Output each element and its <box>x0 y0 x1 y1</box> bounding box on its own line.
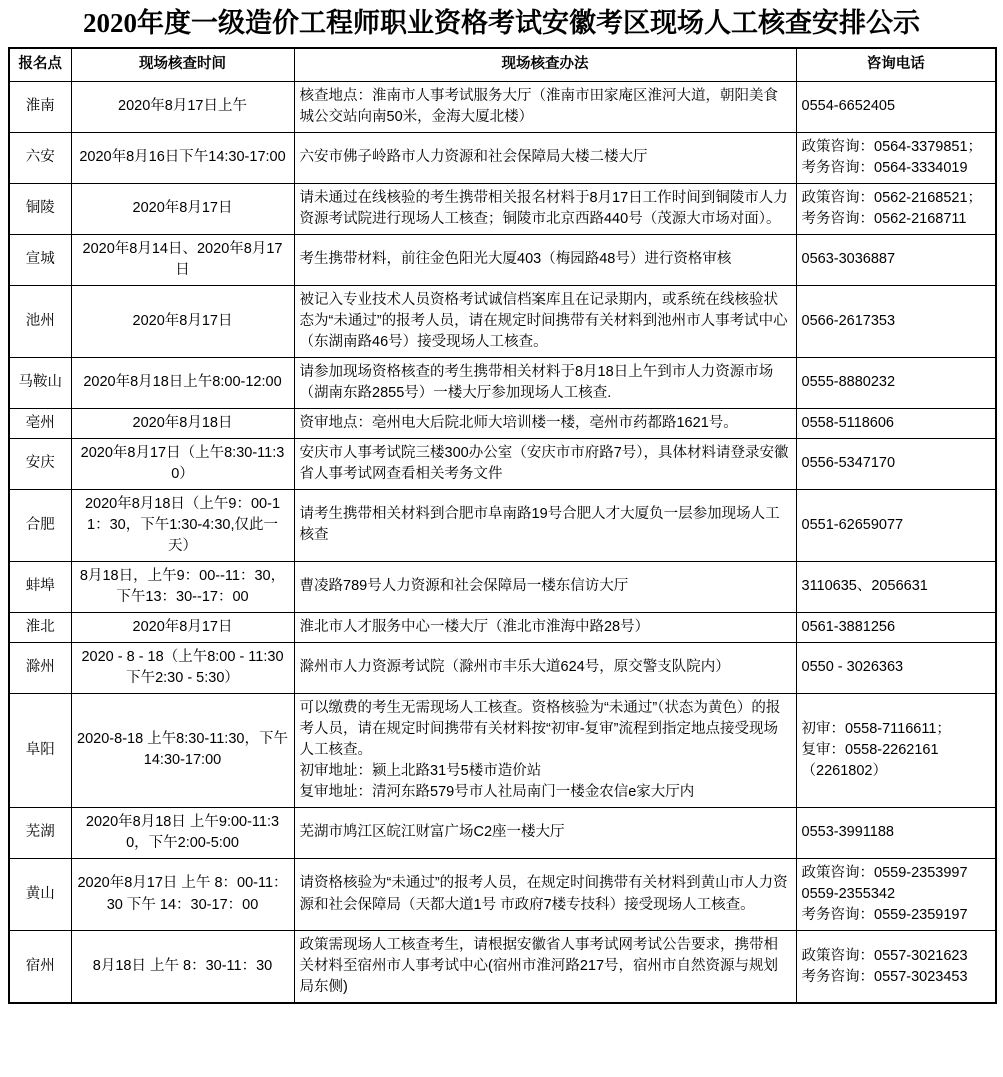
method-line: 资审地点：亳州电大后院北师大培训楼一楼，亳州市药都路1621号。 <box>299 414 738 431</box>
cell-method <box>294 357 796 408</box>
method-line: 请参加现场资格核查的考生携带相关材料于8月18日上午到市人力资源市场（湖南东路2855号）一楼大厅参加现场人工核查. <box>299 363 774 401</box>
method-line: 曹凌路789号人力资源和社会保障局一楼东信访大厅 <box>299 578 629 595</box>
table-row <box>9 357 996 408</box>
cell-method <box>294 612 796 642</box>
cell-phone <box>796 234 996 285</box>
cell-phone <box>796 858 996 930</box>
cell-phone <box>796 807 996 858</box>
table-row <box>9 642 996 693</box>
table-row <box>9 693 996 807</box>
column-header-phone: 咨询电话 <box>796 48 996 81</box>
phone-line: 政策咨询：0562-2168521； <box>801 189 983 206</box>
cell-time: 2020年8月17日（上午8:30-11:30） <box>71 438 294 489</box>
table-row <box>9 612 996 642</box>
method-line: 复审地址：清河东路579号市人社局南门一楼金农信e家大厅内 <box>299 783 695 800</box>
cell-site: 阜阳 <box>9 693 71 807</box>
cell-site: 淮北 <box>9 612 71 642</box>
phone-line: 0563-3036887 <box>801 251 896 268</box>
method-line: 被记入专业技术人员资格考试诚信档案库且在记录期内，或系统在线核验状态为“未通过”的报考人员，请在规定时间携带有关材料到池州市人事考试中心（东湖南路46号）接受现场人工核查。 <box>299 291 788 350</box>
cell-site: 淮南 <box>9 81 71 132</box>
method-line: 淮北市人才服务中心一楼大厅（淮北市淮海中路28号） <box>299 618 650 635</box>
cell-site: 黄山 <box>9 858 71 930</box>
cell-time: 2020年8月17日 <box>71 612 294 642</box>
phone-line: 0561-3881256 <box>801 618 896 635</box>
cell-site: 安庆 <box>9 438 71 489</box>
phone-line: 0559-2355342 <box>801 886 896 902</box>
table-row <box>9 132 996 183</box>
table-row <box>9 489 996 561</box>
cell-method <box>294 438 796 489</box>
table-row <box>9 561 996 612</box>
table-row <box>9 183 996 234</box>
cell-time: 2020年8月17日 上午 8：00-11：30 下午 14：30-17：00 <box>71 858 294 930</box>
cell-phone <box>796 285 996 357</box>
cell-time: 8月18日 上午 8：30-11：30 <box>71 931 294 1004</box>
cell-method <box>294 234 796 285</box>
column-header-site: 报名点 <box>9 48 71 81</box>
cell-site: 宿州 <box>9 931 71 1004</box>
title-bar <box>0 0 1003 47</box>
cell-time: 2020年8月18日 <box>71 408 294 438</box>
phone-line: 0551-62659077 <box>801 516 904 533</box>
cell-phone <box>796 408 996 438</box>
phone-line: 考务咨询：0559-2359197 <box>801 907 968 924</box>
table-row <box>9 285 996 357</box>
cell-method <box>294 807 796 858</box>
cell-time: 2020年8月18日 上午9:00-11:30，下午2:00-5:00 <box>71 807 294 858</box>
phone-line: 0553-3991188 <box>801 824 894 841</box>
cell-site: 马鞍山 <box>9 357 71 408</box>
cell-site: 芜湖 <box>9 807 71 858</box>
cell-site: 滁州 <box>9 642 71 693</box>
cell-phone <box>796 931 996 1004</box>
method-line: 考生携带材料，前往金色阳光大厦403（梅园路48号）进行资格审核 <box>299 251 732 268</box>
table-row <box>9 807 996 858</box>
phone-line: 考务咨询：0557-3023453 <box>801 968 968 985</box>
cell-site: 宣城 <box>9 234 71 285</box>
method-line: 芜湖市鸠江区皖江财富广场C2座一楼大厅 <box>299 824 565 841</box>
cell-phone <box>796 693 996 807</box>
cell-phone <box>796 438 996 489</box>
phone-line: 0550 - 3026363 <box>801 659 904 676</box>
phone-line: 复审：0558-2262161 <box>801 741 939 758</box>
phone-line: 0554-6652405 <box>801 98 896 114</box>
cell-method <box>294 858 796 930</box>
method-line: 滁州市人力资源考试院（滁州市丰乐大道624号，原交警支队院内） <box>299 659 730 676</box>
cell-time: 8月18日，上午9：00--11：30，下午13：30--17：00 <box>71 561 294 612</box>
method-line: 六安市佛子岭路市人力资源和社会保障局大楼二楼大厅 <box>299 149 648 166</box>
method-line: 请考生携带相关材料到合肥市阜南路19号合肥人才大厦负一层参加现场人工核查 <box>299 506 780 544</box>
method-line: 初审地址：颍上北路31号5楼市造价站 <box>299 762 542 779</box>
cell-method <box>294 183 796 234</box>
cell-time: 2020年8月17日 <box>71 183 294 234</box>
cell-phone <box>796 612 996 642</box>
cell-time: 2020-8-18 上午8:30-11:30，下午14:30-17:00 <box>71 693 294 807</box>
phone-line: 0566-2617353 <box>801 312 896 329</box>
phone-line: 3110635、2056631 <box>801 578 928 595</box>
cell-time: 2020 - 8 - 18（上午8:00 - 11:30 下午2:30 - 5:30） <box>71 642 294 693</box>
cell-phone <box>796 183 996 234</box>
column-header-method: 现场核查办法 <box>294 48 796 81</box>
table-body <box>9 81 996 1003</box>
cell-site: 池州 <box>9 285 71 357</box>
cell-method <box>294 931 796 1004</box>
cell-site: 蚌埠 <box>9 561 71 612</box>
table-row <box>9 438 996 489</box>
schedule-table <box>8 47 997 1004</box>
cell-method <box>294 642 796 693</box>
cell-time: 2020年8月18日上午8:00-12:00 <box>71 357 294 408</box>
phone-line: 0558-5118606 <box>801 414 894 431</box>
table-header <box>9 48 996 81</box>
column-header-time: 现场核查时间 <box>71 48 294 81</box>
cell-time: 2020年8月17日上午 <box>71 81 294 132</box>
cell-method <box>294 693 796 807</box>
cell-time: 2020年8月17日 <box>71 285 294 357</box>
cell-method <box>294 81 796 132</box>
cell-site: 合肥 <box>9 489 71 561</box>
method-line: 核查地点：淮南市人事考试服务大厅（淮南市田家庵区淮河大道，朝阳美食城公交站向南50米，金海大厦北楼） <box>299 87 778 125</box>
method-line: 安庆市人事考试院三楼300办公室（安庆市市府路7号），具体材料请登录安徽省人事考试网查看相关考务文件 <box>299 444 789 482</box>
table-row <box>9 81 996 132</box>
phone-line: 考务咨询：0562-2168711 <box>801 210 967 227</box>
method-line: 请资格核验为“未通过”的报考人员，在规定时间携带有关材料到黄山市人力资源和社会保障局（天都大道1号 市政府7楼专技科）接受现场人工核查。 <box>299 875 788 913</box>
phone-line: 政策咨询：0557-3021623 <box>801 947 968 964</box>
cell-site: 六安 <box>9 132 71 183</box>
cell-phone <box>796 489 996 561</box>
cell-phone <box>796 81 996 132</box>
phone-line: 政策咨询：0564-3379851； <box>801 138 983 155</box>
table-header-row <box>9 48 996 81</box>
cell-phone <box>796 357 996 408</box>
page-title: 2020年度一级造价工程师职业资格考试安徽考区现场人工核查安排公示 <box>83 8 920 38</box>
phone-line: 考务咨询：0564-3334019 <box>801 159 968 176</box>
table-row <box>9 408 996 438</box>
method-line: 可以缴费的考生无需现场人工核查。资格核验为“未通过”（状态为黄色）的报考人员，请在规定时间携带有关材料按“初审-复审”流程到指定地点接受现场人工核查。 <box>299 699 781 758</box>
phone-line: 0555-8880232 <box>801 374 896 391</box>
cell-method <box>294 132 796 183</box>
cell-phone <box>796 642 996 693</box>
cell-method <box>294 489 796 561</box>
cell-time: 2020年8月18日（上午9：00-11：30，下午1:30-4:30,仅此一天） <box>71 489 294 561</box>
table-row <box>9 858 996 930</box>
phone-line: （2261802） <box>801 762 887 779</box>
cell-method <box>294 561 796 612</box>
method-line: 请未通过在线核验的考生携带相关报名材料于8月17日工作时间到铜陵市人力资源考试院进行现场人工核查；铜陵市北京西路440号（茂源大市场对面）。 <box>299 189 788 227</box>
phone-line: 0556-5347170 <box>801 455 896 472</box>
phone-line: 初审：0558-7116611； <box>801 720 951 737</box>
method-line: 政策需现场人工核查考生，请根据安徽省人事考试网考试公告要求，携带相关材料至宿州市人事考试中心(宿州市淮河路217号，宿州市自然资源与规划局东侧) <box>299 937 779 996</box>
cell-site: 铜陵 <box>9 183 71 234</box>
cell-phone <box>796 132 996 183</box>
cell-phone <box>796 561 996 612</box>
cell-site: 亳州 <box>9 408 71 438</box>
cell-method <box>294 285 796 357</box>
table-row <box>9 234 996 285</box>
cell-time: 2020年8月14日、2020年8月17日 <box>71 234 294 285</box>
cell-time: 2020年8月16日下午14:30-17:00 <box>71 132 294 183</box>
phone-line: 政策咨询：0559-2353997 <box>801 864 968 881</box>
table-row <box>9 931 996 1004</box>
cell-method <box>294 408 796 438</box>
